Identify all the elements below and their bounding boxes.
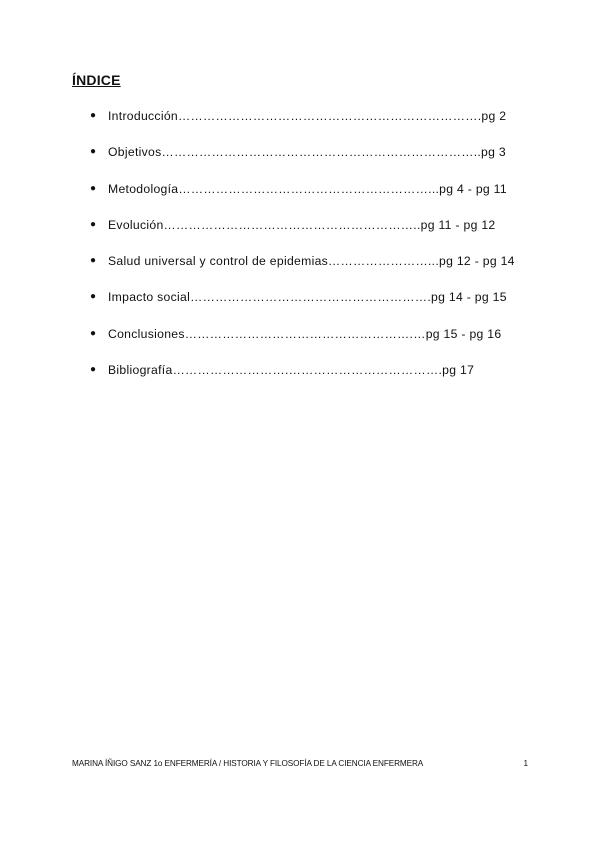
page-footer [72, 759, 528, 768]
bullet-icon: ● [90, 146, 97, 158]
toc-item-impacto-social [90, 287, 528, 323]
table-of-contents [90, 106, 528, 396]
bullet-icon: ● [90, 110, 97, 121]
bullet-icon: ● [90, 291, 97, 303]
toc-item-evolucion [90, 215, 528, 251]
page-title: ÍNDICE [72, 72, 121, 88]
toc-item-objetivos [90, 142, 528, 178]
bullet-icon: ● [90, 327, 97, 339]
toc-item-metodologia [90, 179, 528, 215]
toc-item-conclusiones [90, 324, 528, 360]
toc-entry-text: Objetivos…………………………………………………………………..pg 3 [108, 145, 506, 160]
toc-entry-text: Bibliografía……………………….……………………………….pg 17 [108, 363, 475, 378]
footer-text: MARINA ÍÑIGO SANZ 1o ENFERMERÍA / HISTORIA Y FILOSOFÍA DE LA CIENCIA ENFERMERA [72, 759, 424, 768]
bullet-icon: ● [90, 364, 97, 376]
toc-item-bibliografia [90, 360, 528, 396]
bullet-icon: ● [90, 182, 97, 194]
toc-entry-text: Salud universal y control de epidemias……………………...pg 12 - pg 14 [108, 254, 515, 269]
toc-entry-text: Conclusiones……………………………………………….…pg 15 - pg 16 [108, 326, 502, 341]
toc-entry-text: Evolución……………………………………………………..pg 11 - pg 12 [108, 217, 496, 232]
bullet-icon: ● [90, 255, 97, 267]
toc-item-introduccion [90, 106, 528, 142]
page-number: 1 [523, 759, 528, 768]
toc-item-salud-universal [90, 251, 528, 287]
toc-entry-text: Metodología……………………………………………………...pg 4 - pg 11 [108, 181, 507, 196]
toc-entry-text: Impacto social………………………………………………….pg 14 - pg 15 [108, 290, 507, 305]
bullet-icon: ● [90, 218, 97, 230]
toc-entry-text: Introducción……………………………………………………………….pg 2 [108, 109, 507, 123]
